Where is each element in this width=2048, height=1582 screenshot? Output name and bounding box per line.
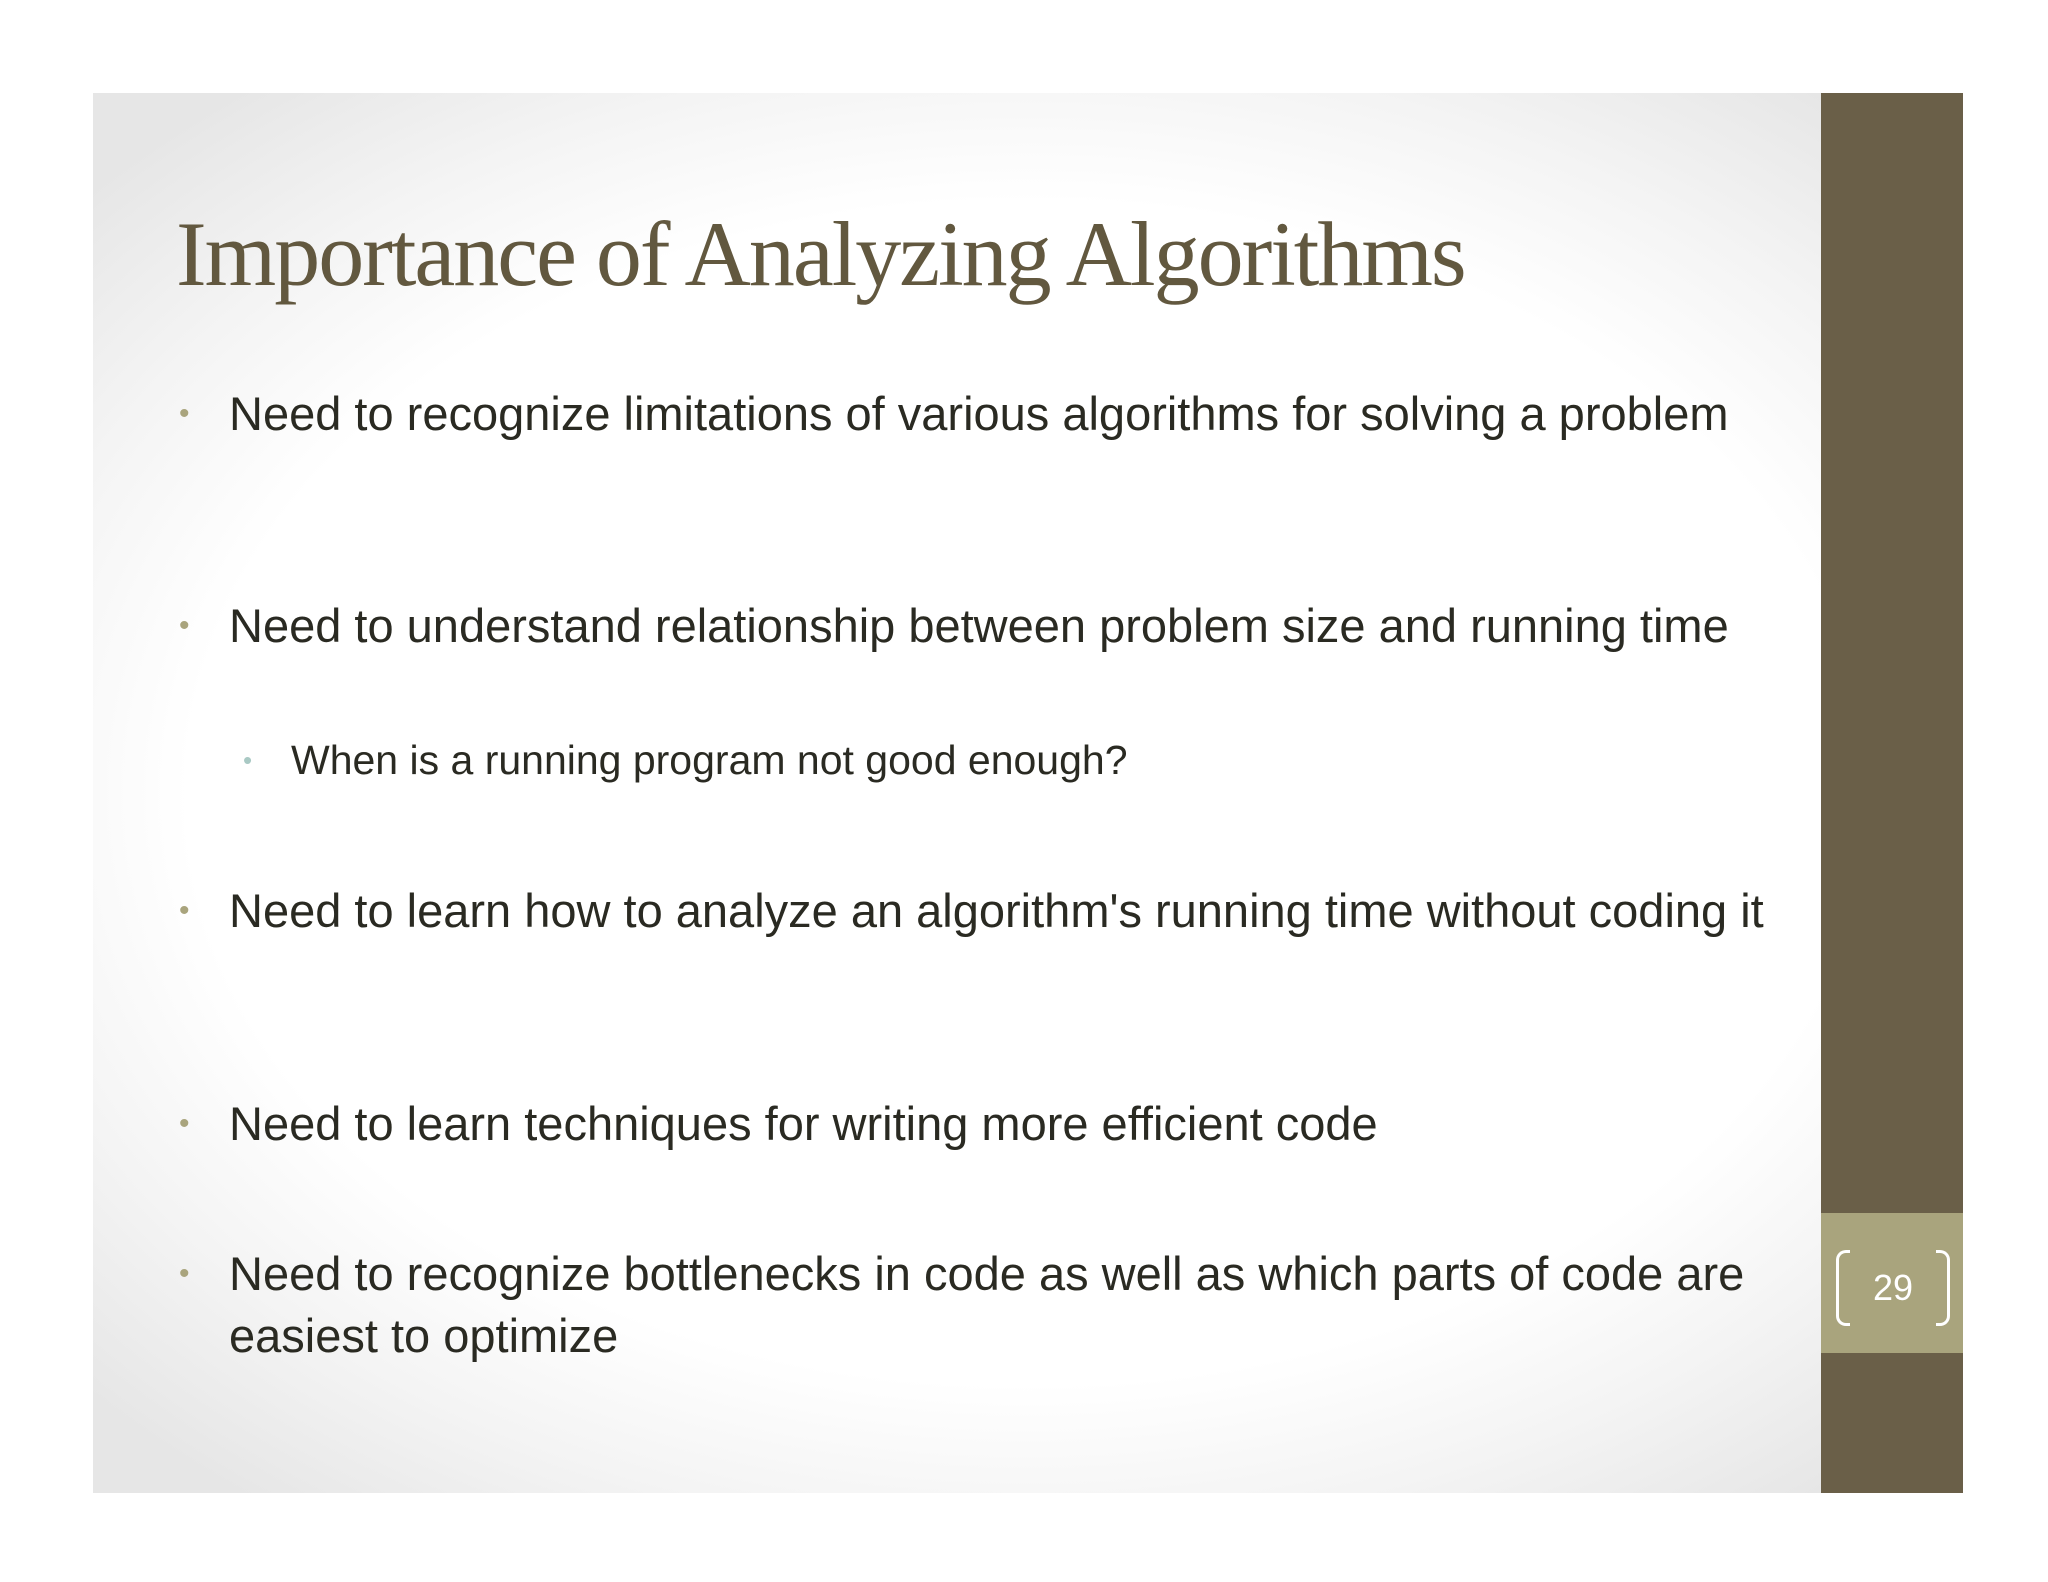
bullet-dot-icon: • bbox=[179, 609, 190, 642]
sub-bullet-dot-icon: • bbox=[243, 745, 253, 775]
left-bracket-icon bbox=[1836, 1250, 1850, 1326]
bullet-text: Need to learn techniques for writing more efficient code bbox=[229, 1097, 1378, 1150]
slide-title: Importance of Analyzing Algorithms bbox=[176, 203, 1465, 305]
bullet-item bbox=[179, 1093, 1809, 1155]
bullet-item bbox=[179, 383, 1809, 445]
slide bbox=[93, 93, 1963, 1493]
bullet-item bbox=[179, 880, 1809, 942]
bullet-text: Need to recognize limitations of various algorithms for solving a problem bbox=[229, 387, 1729, 440]
bullet-dot-icon: • bbox=[179, 1257, 190, 1290]
bullet-dot-icon: • bbox=[179, 1107, 190, 1140]
bullet-dot-icon: • bbox=[179, 397, 190, 430]
bullet-dot-icon: • bbox=[179, 894, 190, 927]
page-number: 29 bbox=[1872, 1267, 1914, 1308]
bullet-text: Need to recognize bottlenecks in code as well as which parts of code are easiest to optimize bbox=[229, 1247, 1745, 1362]
bullet-item bbox=[179, 1243, 1749, 1367]
sub-bullet-item bbox=[243, 733, 1791, 787]
sub-bullet-text: When is a running program not good enough? bbox=[291, 737, 1128, 783]
right-bracket-icon bbox=[1936, 1250, 1950, 1326]
bullet-text: Need to understand relationship between problem size and running time bbox=[229, 599, 1729, 652]
bullet-text: Need to learn how to analyze an algorithm's running time without coding it bbox=[229, 884, 1764, 937]
bullet-item bbox=[179, 595, 1809, 657]
